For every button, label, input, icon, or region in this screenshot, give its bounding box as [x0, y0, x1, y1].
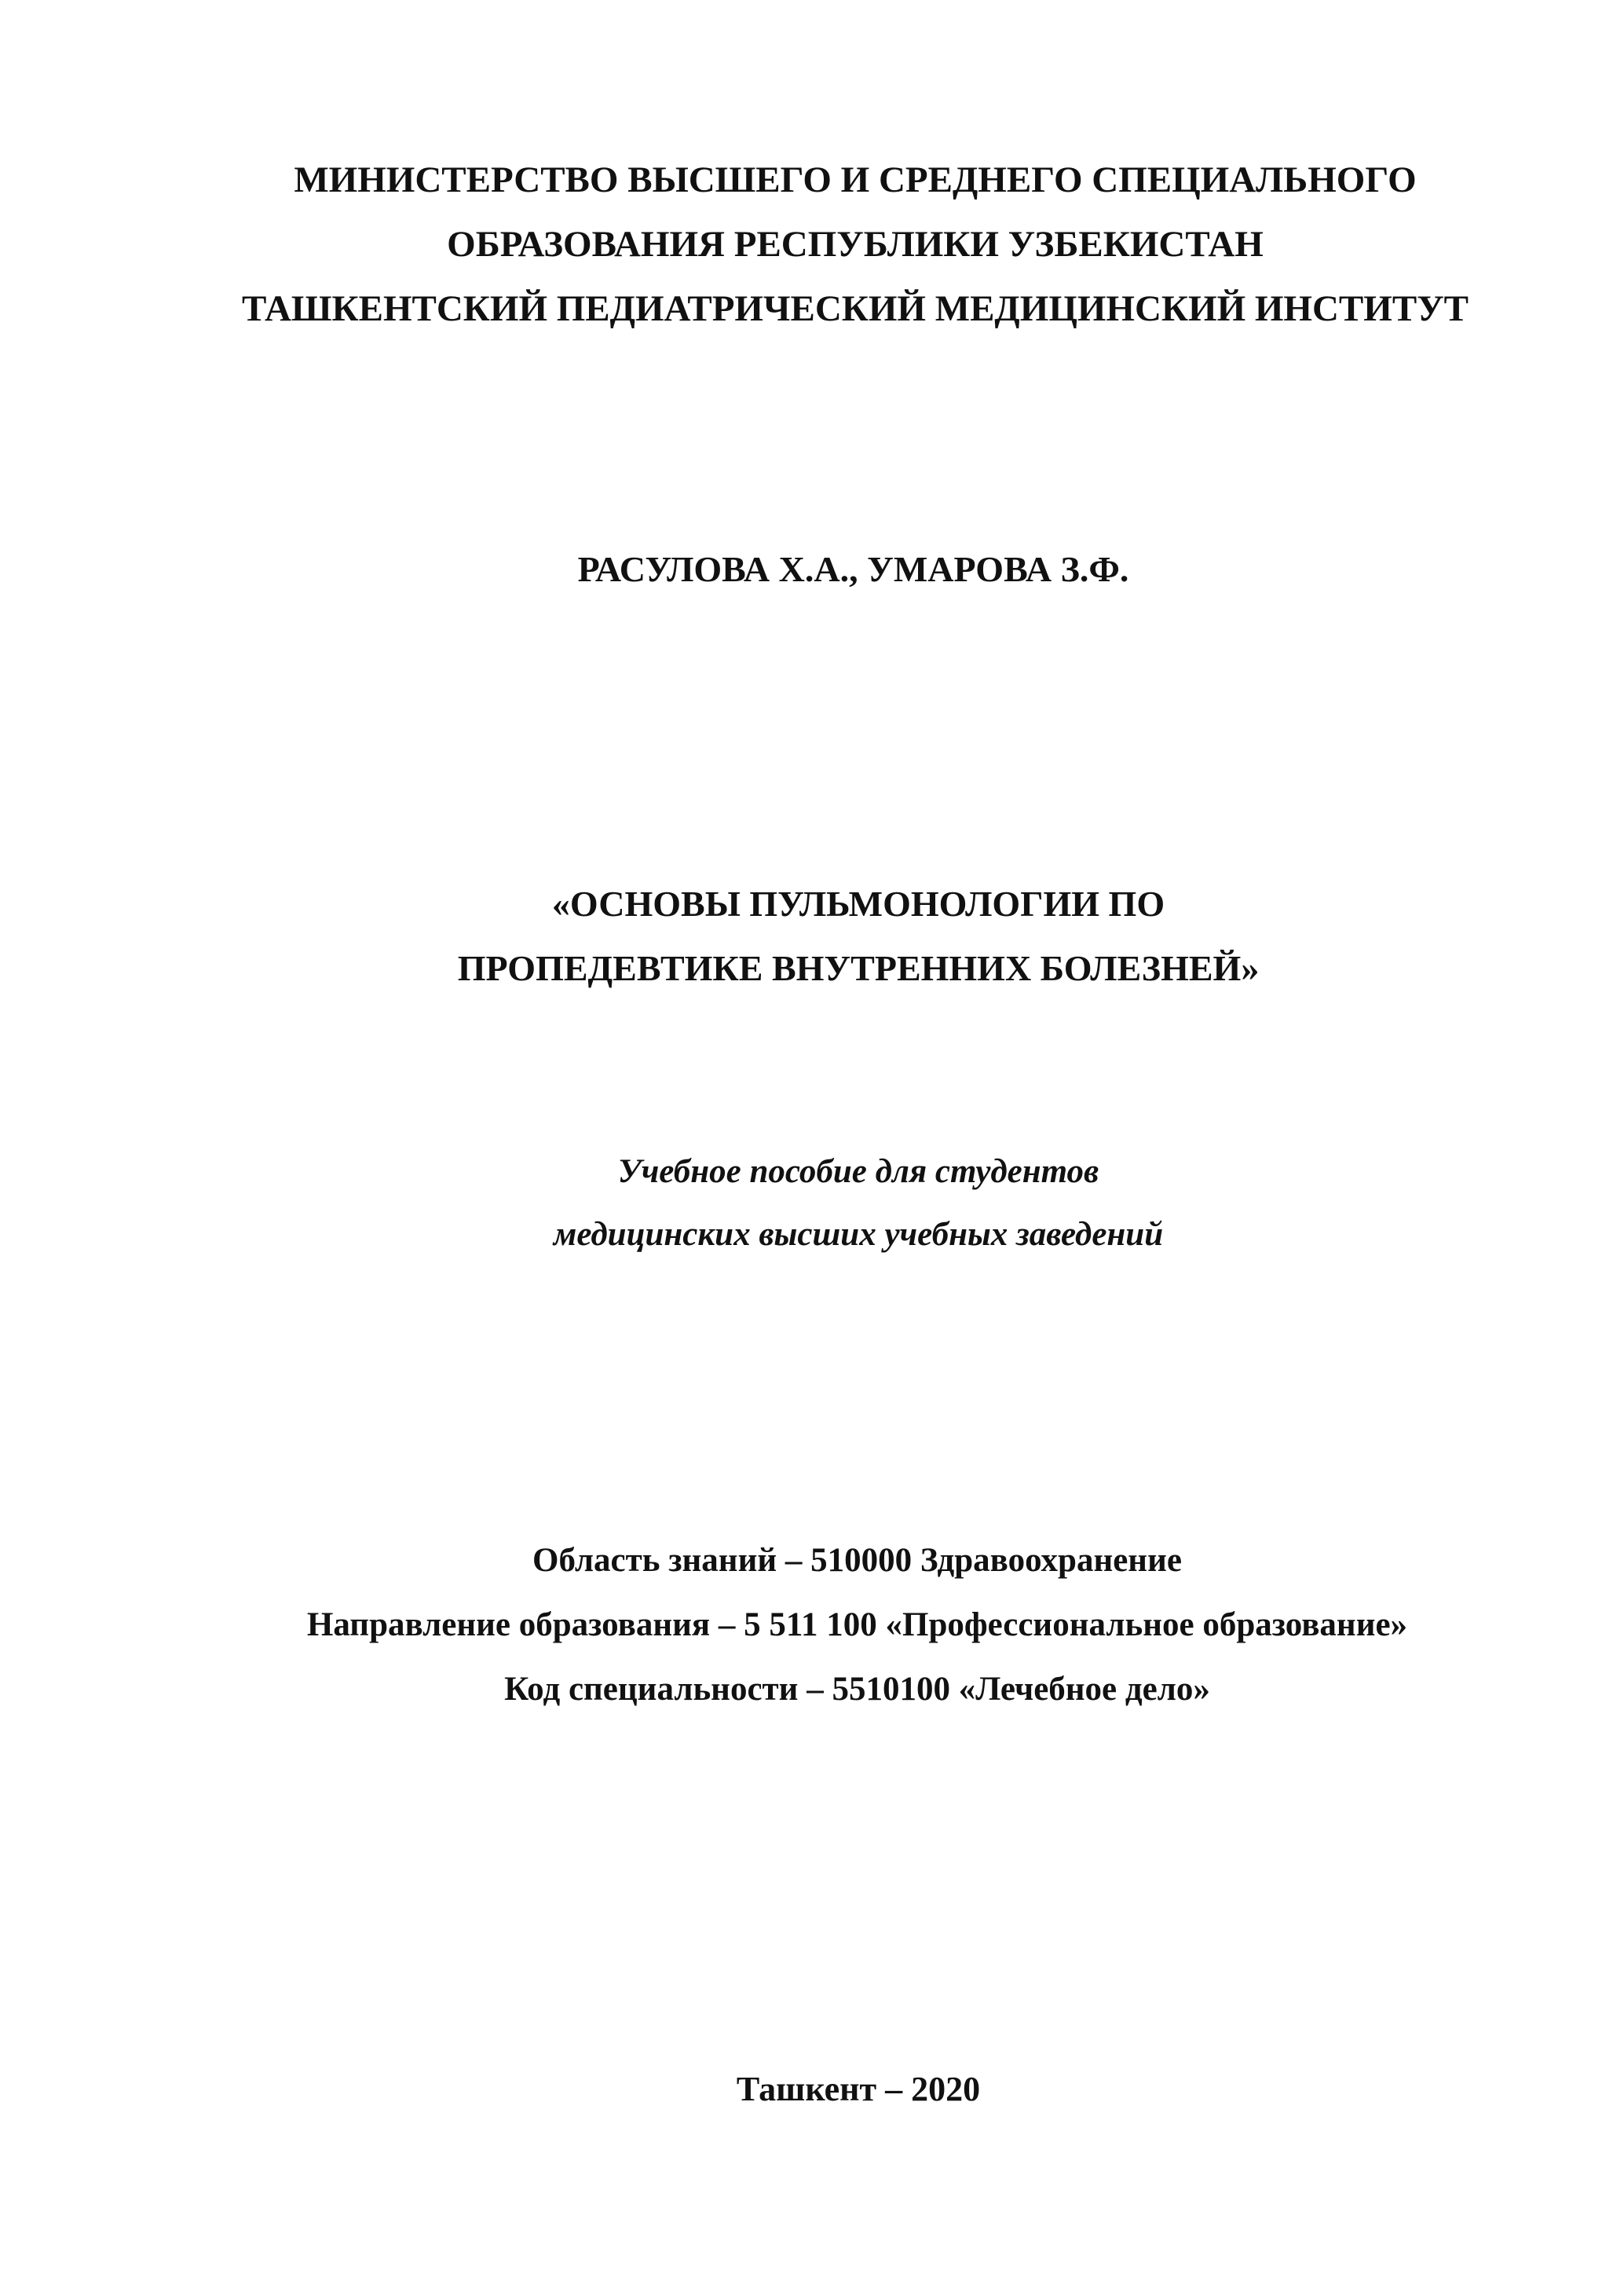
subtitle-line-1: Учебное пособие для студентов [617, 1153, 1099, 1190]
document-title [0, 872, 1624, 1001]
place-year-line: Ташкент – 2020 [736, 2070, 981, 2108]
ministry-line-2: ОБРАЗОВАНИЯ РЕСПУБЛИКИ УЗБЕКИСТАН [447, 224, 1264, 265]
title-line-2: ПРОПЕДЕВТИКЕ ВНУТРЕННИХ БОЛЕЗНЕЙ» [457, 948, 1260, 988]
authors-line: РАСУЛОВА Х.А., УМАРОВА З.Ф. [577, 549, 1129, 589]
specialty-code: Код специальности – 5510100 «Лечебное дело» [504, 1671, 1210, 1708]
education-direction: Направление образования – 5 511 100 «Профессиональное образование» [306, 1606, 1408, 1643]
field-of-knowledge: Область знаний – 510000 Здравоохранение [532, 1542, 1182, 1579]
classification-fields [0, 1529, 1624, 1722]
ministry-header [0, 148, 1624, 341]
place-and-year [0, 2066, 1624, 2113]
document-subtitle [0, 1141, 1624, 1266]
institute-name: ТАШКЕНТСКИЙ ПЕДИАТРИЧЕСКИЙ МЕДИЦИНСКИЙ ИНСТИТУТ [241, 288, 1469, 329]
ministry-line-1: МИНИСТЕРСТВО ВЫСШЕГО И СРЕДНЕГО СПЕЦИАЛЬНОГО [294, 159, 1417, 200]
authors [0, 546, 1624, 593]
title-line-1: «ОСНОВЫ ПУЛЬМОНОЛОГИИ ПО [551, 884, 1165, 924]
subtitle-line-2: медицинских высших учебных заведений [553, 1216, 1164, 1253]
